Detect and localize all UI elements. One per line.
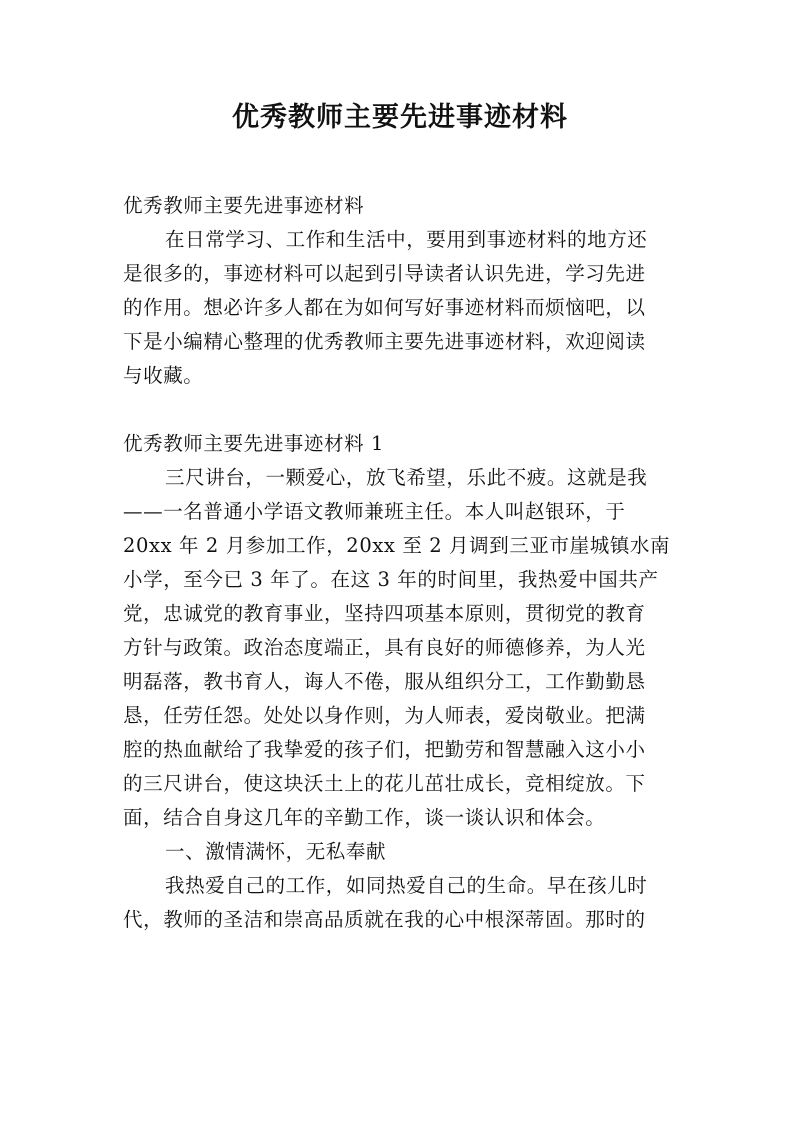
text-line: 一、激情满怀，无私奉献 <box>165 840 387 863</box>
text-line: 优秀教师主要先进事迹材料 1 <box>123 432 385 455</box>
text-line: 的三尺讲台，使这块沃土上的花儿茁壮成长，竞相绽放。下 <box>123 772 646 795</box>
text-line: 我热爱自己的工作，如同热爱自己的生命。早在孩儿时 <box>165 874 648 897</box>
text-line: 代，教师的圣洁和崇高品质就在我的心中根深蒂固。那时的 <box>123 908 646 931</box>
document-body <box>123 189 680 937</box>
text-line: 方针与政策。政治态度端正，具有良好的师德修养，为人光 <box>123 636 646 659</box>
text-line: 在日常学习、工作和生活中，要用到事迹材料的地方还 <box>165 228 648 251</box>
text-line: 的作用。想必许多人都在为如何写好事迹材料而烦恼吧，以 <box>123 296 646 319</box>
text-line: 小学，至今已 3 年了。在这 3 年的时间里，我热爱中国共产 <box>123 568 659 591</box>
text-line: 腔的热血献给了我挚爱的孩子们，把勤劳和智慧融入这小小 <box>123 738 646 761</box>
text-line: ——一名普通小学语文教师兼班主任。本人叫赵银环，于 <box>123 500 626 523</box>
text-line: 是很多的，事迹材料可以起到引导读者认识先进，学习先进 <box>123 262 646 285</box>
text-line: 面，结合自身这几年的辛勤工作，谈一谈认识和体会。 <box>123 806 606 829</box>
text-line: 明磊落，教书育人，诲人不倦，服从组织分工，工作勤勤恳 <box>123 670 646 693</box>
text-line: 党，忠诚党的教育事业，坚持四项基本原则，贯彻党的教育 <box>123 602 646 625</box>
text-line: 恳，任劳任怨。处处以身作则，为人师表，爱岗敬业。把满 <box>123 704 646 727</box>
text-line: 三尺讲台，一颗爱心，放飞希望，乐此不疲。这就是我 <box>165 466 648 489</box>
text-line: 下是小编精心整理的优秀教师主要先进事迹材料，欢迎阅读 <box>123 330 646 353</box>
text-line: 优秀教师主要先进事迹材料 <box>123 194 365 217</box>
paragraph-gap <box>123 393 680 427</box>
text-line: 20xx 年 2 月参加工作，20xx 至 2 月调到三亚市崖城镇水南 <box>123 534 671 557</box>
text-line: 与收藏。 <box>123 364 204 387</box>
document-title: 优秀教师主要先进事迹材料 <box>232 102 568 133</box>
